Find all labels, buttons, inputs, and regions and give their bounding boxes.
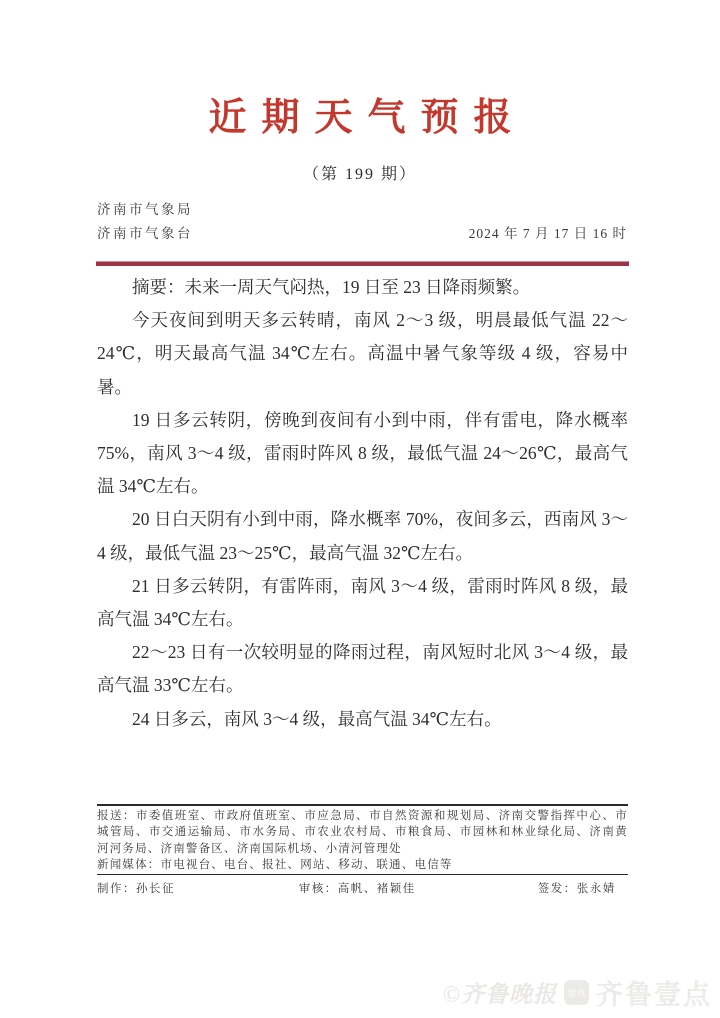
- issue-datetime: 2024 年 7 月 17 日 16 时: [468, 226, 627, 241]
- qilu-watermark: [443, 973, 712, 1012]
- agency-line-observatory: 济南市气象台: [97, 225, 193, 241]
- paragraph-today-tomorrow: 今天夜间到明天多云转晴，南风 2～3 级，明晨最低气温 22～24℃，明天最高气温 34℃左右。高温中暑气象等级 4 级，容易中暑。: [97, 310, 628, 397]
- page-title: 近期天气预报: [208, 97, 527, 139]
- credit-issuer: 签发：张永婧: [537, 883, 616, 896]
- distribution-block: [97, 804, 628, 875]
- credit-producer: 制作：孙长征: [97, 883, 175, 896]
- qilu-yidian-wordmark: 齐鲁壹点: [596, 980, 712, 1010]
- paragraph-day22-23: 22～23 日有一次较明显的降雨过程，南风短时北风 3～4 级，最高气温 33℃左右。: [97, 642, 628, 696]
- paragraph-day20: 20 日白天阴有小到中雨，降水概率 70%，夜间多云，西南风 3～4 级，最低气温 23～25℃，最高气温 32℃左右。: [97, 509, 628, 563]
- paragraph-summary: 摘要：未来一周天气闷热，19 日至 23 日降雨频繁。: [132, 277, 531, 297]
- credits-row: [97, 875, 628, 896]
- yidian-badge-icon: 壹点: [564, 980, 589, 1005]
- qilu-evening-news-logo: ©齐鲁晚报: [442, 982, 557, 1007]
- forecast-body: [97, 271, 628, 736]
- issue-number: （第 199 期）: [302, 166, 417, 183]
- issuing-agency: [97, 198, 193, 245]
- paragraph-day19: 19 日多云转阴，傍晚到夜间有小到中雨，伴有雷电，降水概率 75%，南风 3～4 级，雷雨时阵风 8 级，最低气温 24～26℃，最高气温 34℃左右。: [97, 409, 628, 497]
- media-list: 新闻媒体：市电视台、电台、报社、网站、移动、联通、电信等: [97, 858, 453, 871]
- paragraph-day21: 21 日多云转阴，有雷阵雨，南风 3～4 级，雷雨时阵风 8 级，最高气温 34℃左右。: [97, 575, 628, 630]
- red-divider-line: [96, 261, 629, 266]
- distribution-list: 报送：市委值班室、市政府值班室、市应急局、市自然资源和规划局、济南交警指挥中心、市城管局、市交通运输局、市水务局、市农业农村局、市粮食局、市园林和林业绿化局、济南黄河河务局、济南警备区、济南国际机场、小清河管理处: [97, 810, 628, 855]
- agency-line-bureau: 济南市气象局: [97, 202, 193, 217]
- bulletin-footer: [97, 804, 628, 896]
- credit-reviewer: 审核：高帆、褚颖佳: [298, 883, 416, 896]
- paragraph-day24: 24 日多云，南风 3～4 级，最高气温 34℃左右。: [132, 708, 502, 729]
